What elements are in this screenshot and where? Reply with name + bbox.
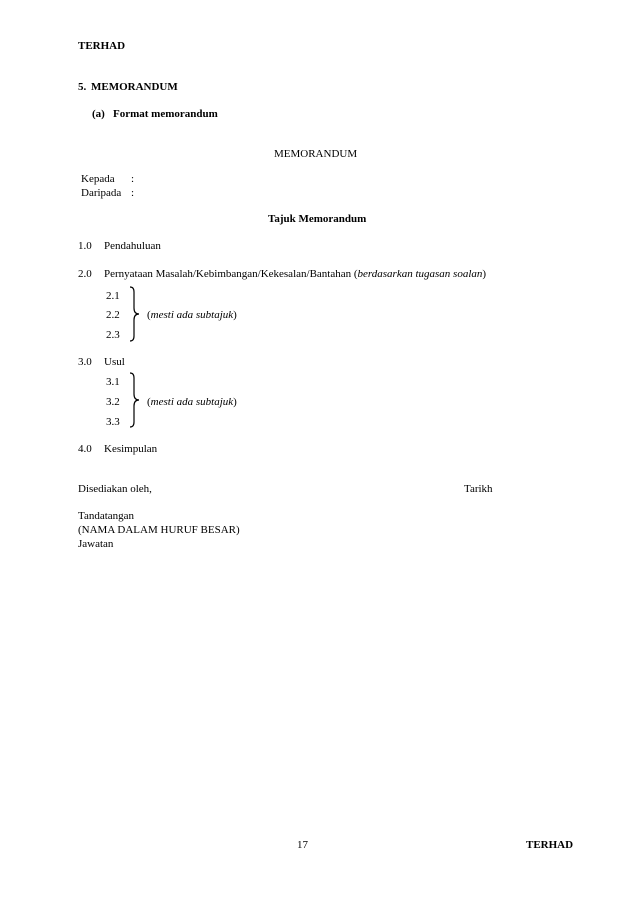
item2-note-open: ( <box>147 309 151 321</box>
position-label: Jawatan <box>78 538 114 550</box>
item2-text: Pernyataan Masalah/Kebimbangan/Kekesalan/Bantahan ( <box>104 268 358 280</box>
from-colon: : <box>131 187 135 199</box>
header-classification: TERHAD <box>78 40 126 52</box>
to-colon: : <box>131 173 135 185</box>
section-title: MEMORANDUM <box>91 81 178 93</box>
item2-note <box>147 309 237 321</box>
item4-number: 4.0 <box>78 443 92 455</box>
subsection-label: (a) <box>92 108 105 120</box>
brace-icon <box>128 372 140 428</box>
item4-text: Kesimpulan <box>104 443 158 455</box>
sub-2-2: 2.2 <box>106 309 120 321</box>
memo-title: Tajuk Memorandum <box>268 213 367 225</box>
item2-note-italic: mesti ada subtajuk <box>150 309 234 321</box>
sub-3-1: 3.1 <box>106 376 120 388</box>
to-label: Kepada <box>81 173 115 185</box>
sub-2-1: 2.1 <box>106 290 120 302</box>
prepared-by-label: Disediakan oleh, <box>78 483 152 495</box>
brace-icon <box>128 286 140 342</box>
item2-note-close: ) <box>233 309 237 321</box>
item3-note <box>147 396 237 408</box>
item2-close: ) <box>482 268 487 280</box>
item3-note-close: ) <box>233 396 237 408</box>
item3-number: 3.0 <box>78 356 92 368</box>
date-label: Tarikh <box>464 483 493 495</box>
item3-text: Usul <box>104 356 125 368</box>
sub-3-3: 3.3 <box>106 416 120 428</box>
name-label: (NAMA DALAM HURUF BESAR) <box>78 524 240 536</box>
item3-note-italic: mesti ada subtajuk <box>150 396 234 408</box>
item2-italic: berdasarkan tugasan soalan <box>357 268 483 280</box>
sub-2-3: 2.3 <box>106 329 120 341</box>
item2-text-line <box>104 268 486 280</box>
item3-note-open: ( <box>147 396 151 408</box>
item1-number: 1.0 <box>78 240 92 252</box>
page-number: 17 <box>297 839 308 851</box>
item2-number: 2.0 <box>78 268 92 280</box>
item1-text: Pendahuluan <box>104 240 161 252</box>
footer-classification: TERHAD <box>526 839 574 851</box>
section-number: 5. <box>78 81 87 93</box>
signature-label: Tandatangan <box>78 510 135 522</box>
subsection-title: Format memorandum <box>113 108 218 120</box>
from-label: Daripada <box>81 187 122 199</box>
sub-3-2: 3.2 <box>106 396 120 408</box>
memo-heading: MEMORANDUM <box>274 148 358 160</box>
